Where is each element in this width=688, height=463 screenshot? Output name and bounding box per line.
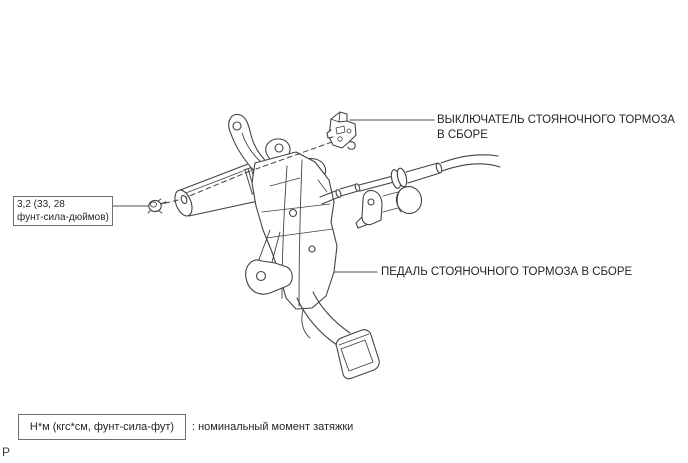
cable-bracket-and-grommet [356, 184, 424, 228]
torque-callout-box [13, 196, 113, 226]
switch-assembly-label [437, 113, 675, 142]
switch-assembly-label-line2: В СБОРЕ [437, 128, 488, 141]
torque-callout-line1: 3,2 (33, 28 [17, 199, 65, 210]
parking-brake-switch-part [327, 112, 356, 149]
pedal-pad-icon [336, 330, 379, 379]
page-marker: P [2, 445, 11, 459]
pedal-assembly-label: ПЕДАЛЬ СТОЯНОЧНОГО ТОРМОЗА В СБОРЕ [381, 266, 633, 278]
torque-callout-line2: фунт-сила-дюймов) [17, 211, 109, 223]
legend-unit-box: Н*м (кгс*см, фунт-сила-фут) [18, 414, 186, 440]
legend-description: : номинальный момент затяжки [192, 421, 354, 433]
mounting-bolt-part [148, 199, 166, 213]
switch-assembly-label-line1: ВЫКЛЮЧАТЕЛЬ СТОЯНОЧНОГО ТОРМОЗА [437, 114, 675, 126]
